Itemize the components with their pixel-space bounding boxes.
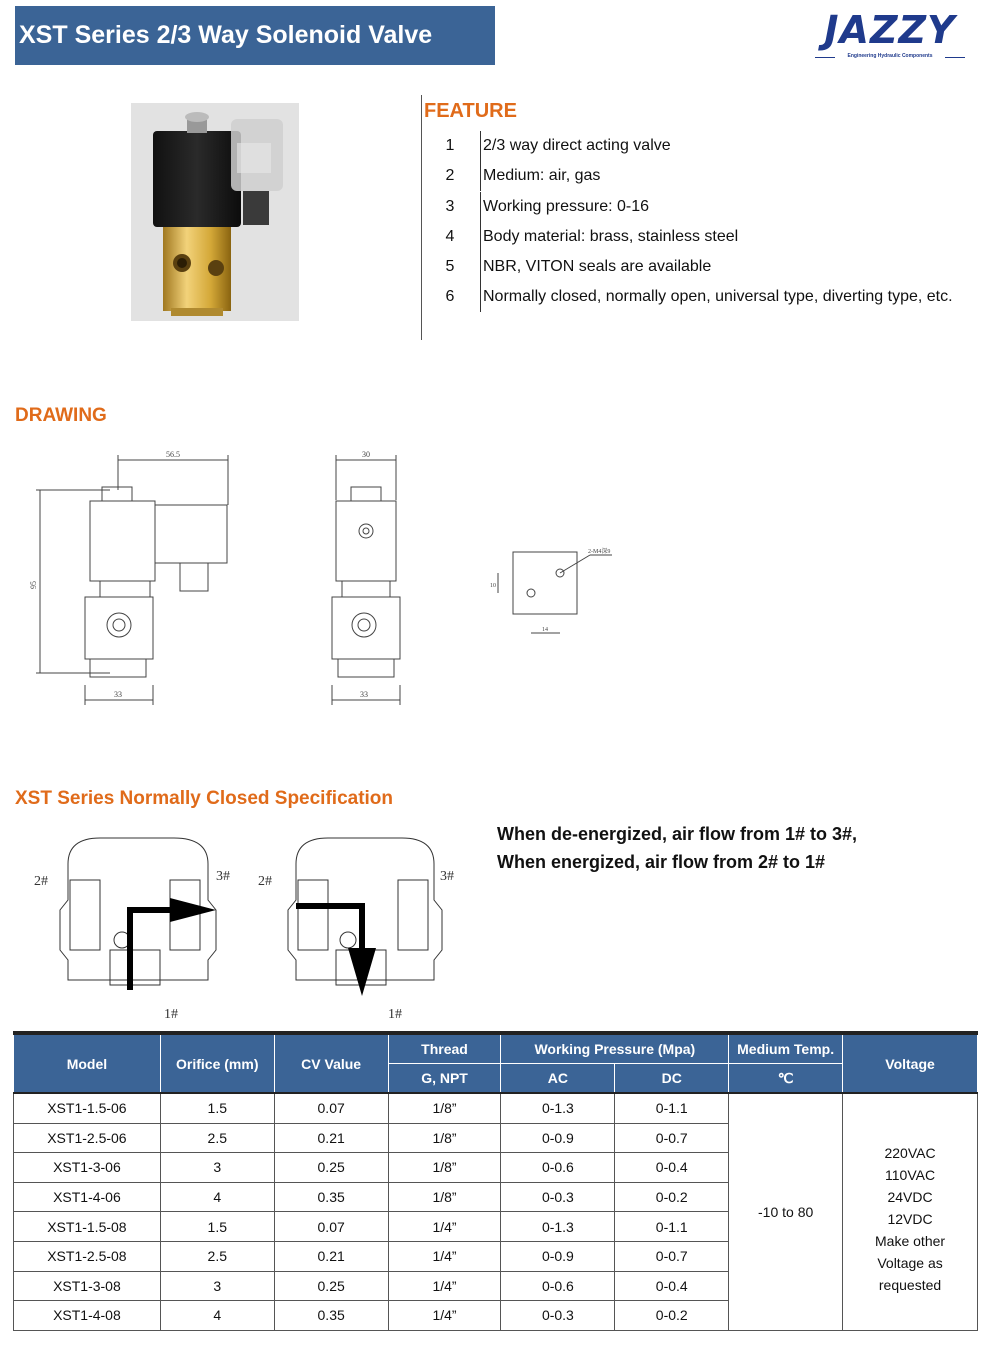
cell-dc: 0-0.4	[615, 1271, 729, 1301]
cell-thread: 1/8”	[388, 1093, 501, 1123]
cell-ac: 0-0.3	[501, 1182, 615, 1212]
product-photo	[131, 103, 299, 321]
voltage-line: Make other	[875, 1232, 946, 1249]
feature-number: 4	[445, 228, 455, 245]
dim-height: 95	[29, 581, 38, 589]
voltage-line: 12VDC	[887, 1210, 933, 1227]
col-thread-sub: G, NPT	[388, 1064, 501, 1094]
feature-number: 5	[445, 258, 455, 275]
cell-model: XST1-3-08	[14, 1271, 161, 1301]
cell-ac: 0-0.9	[501, 1241, 615, 1271]
voltage-line: 24VDC	[887, 1188, 933, 1205]
flow-line-de-energized: When de-energized, air flow from 1# to 3#,	[497, 824, 858, 844]
feature-number: 6	[445, 288, 455, 305]
dim-base-front: 33	[360, 690, 368, 699]
cell-dc: 0-0.2	[615, 1182, 729, 1212]
col-temp-unit: ℃	[729, 1064, 843, 1094]
cell-temp: -10 to 80	[729, 1093, 843, 1330]
port-label-2-b: 2#	[258, 874, 272, 889]
feature-text: 2/3 way direct acting valve	[480, 131, 671, 161]
dim-hole-label: 2-M4深9	[588, 549, 611, 555]
cell-dc: 0-0.7	[615, 1123, 729, 1153]
cell-ac: 0-0.9	[501, 1123, 615, 1153]
feature-text: Medium: air, gas	[480, 161, 600, 191]
cell-thread: 1/4”	[388, 1241, 501, 1271]
feature-text: NBR, VITON seals are available	[480, 252, 711, 282]
flow-description	[497, 820, 857, 876]
col-model: Model	[14, 1033, 161, 1093]
feature-text: Working pressure: 0-16	[480, 192, 649, 222]
spec-heading: XST Series Normally Closed Specification	[15, 788, 394, 809]
cell-thread: 1/4”	[388, 1271, 501, 1301]
voltage-line: 220VAC	[884, 1144, 936, 1161]
cell-orifice: 3	[160, 1153, 274, 1183]
cell-dc: 0-0.7	[615, 1241, 729, 1271]
col-orifice: Orifice (mm)	[160, 1033, 274, 1093]
col-thread: Thread	[388, 1033, 501, 1064]
dim-width-side: 56.5	[166, 450, 180, 459]
flow-line-energized: When energized, air flow from 2# to 1#	[497, 852, 826, 872]
cell-ac: 0-1.3	[501, 1212, 615, 1242]
cell-voltage	[843, 1093, 978, 1330]
cell-model: XST1-1.5-08	[14, 1212, 161, 1242]
dim-hole-vertical: 10	[490, 583, 496, 589]
technical-drawing	[30, 445, 630, 715]
brand-logo	[815, 8, 965, 63]
table-row	[14, 1093, 978, 1123]
cell-ac: 0-1.3	[501, 1093, 615, 1123]
cell-orifice: 4	[160, 1301, 274, 1331]
cell-cv: 0.21	[274, 1123, 388, 1153]
cell-cv: 0.25	[274, 1271, 388, 1301]
cell-orifice: 2.5	[160, 1123, 274, 1153]
cell-cv: 0.35	[274, 1182, 388, 1212]
cell-dc: 0-0.2	[615, 1301, 729, 1331]
port-label-2: 2#	[34, 874, 48, 889]
cell-orifice: 4	[160, 1182, 274, 1212]
cell-orifice: 3	[160, 1271, 274, 1301]
cell-model: XST1-4-08	[14, 1301, 161, 1331]
cell-thread: 1/8”	[388, 1182, 501, 1212]
dim-base-side: 33	[114, 690, 122, 699]
cell-thread: 1/8”	[388, 1123, 501, 1153]
port-label-1: 1#	[164, 1007, 178, 1022]
cell-thread: 1/4”	[388, 1212, 501, 1242]
feature-text: Body material: brass, stainless steel	[480, 222, 738, 252]
port-label-3-b: 3#	[440, 869, 454, 884]
cell-ac: 0-0.6	[501, 1271, 615, 1301]
col-temp: Medium Temp.	[729, 1033, 843, 1064]
cell-cv: 0.21	[274, 1241, 388, 1271]
cell-cv: 0.25	[274, 1153, 388, 1183]
spec-table	[13, 1031, 978, 1331]
cell-thread: 1/4”	[388, 1301, 501, 1331]
cell-cv: 0.07	[274, 1093, 388, 1123]
cell-ac: 0-0.3	[501, 1301, 615, 1331]
table-header-row	[14, 1033, 978, 1064]
col-dc: DC	[615, 1064, 729, 1094]
col-voltage: Voltage	[843, 1033, 978, 1093]
feature-number: 3	[445, 198, 455, 215]
cell-thread: 1/8”	[388, 1153, 501, 1183]
feature-number: 1	[445, 137, 455, 154]
cell-orifice: 1.5	[160, 1212, 274, 1242]
cell-dc: 0-1.1	[615, 1093, 729, 1123]
cell-model: XST1-1.5-06	[14, 1093, 161, 1123]
logo-tagline: Engineering Hydraulic Components	[847, 53, 933, 59]
page-title: XST Series 2/3 Way Solenoid Valve	[15, 6, 495, 65]
dim-hole-horizontal: 14	[542, 627, 548, 633]
cell-model: XST1-4-06	[14, 1182, 161, 1212]
cell-model: XST1-2.5-08	[14, 1241, 161, 1271]
port-label-1-b: 1#	[388, 1007, 402, 1022]
dim-width-front: 30	[362, 450, 370, 459]
cell-model: XST1-3-06	[14, 1153, 161, 1183]
cell-cv: 0.35	[274, 1301, 388, 1331]
voltage-line: 110VAC	[885, 1166, 936, 1183]
drawing-heading: DRAWING	[15, 405, 107, 426]
dimension-drawing	[30, 445, 630, 715]
cell-cv: 0.07	[274, 1212, 388, 1242]
flow-diagram	[30, 830, 480, 1030]
col-pressure: Working Pressure (Mpa)	[501, 1033, 729, 1064]
feature-divider	[421, 95, 422, 340]
cell-orifice: 1.5	[160, 1093, 274, 1123]
port-label-3: 3#	[216, 869, 230, 884]
cell-orifice: 2.5	[160, 1241, 274, 1271]
voltage-line: requested	[878, 1276, 942, 1293]
feature-heading: FEATURE	[424, 100, 517, 122]
solenoid-valve-image	[131, 103, 299, 321]
cell-model: XST1-2.5-06	[14, 1123, 161, 1153]
col-ac: AC	[501, 1064, 615, 1094]
feature-number: 2	[445, 167, 455, 184]
col-cv: CV Value	[274, 1033, 388, 1093]
logo-wordmark: JAZZY	[824, 8, 956, 52]
cell-ac: 0-0.6	[501, 1153, 615, 1183]
feature-text: Normally closed, normally open, universal type, diverting type, etc.	[480, 282, 953, 312]
voltage-line: Voltage as	[877, 1254, 943, 1271]
cell-dc: 0-1.1	[615, 1212, 729, 1242]
flow-schematic	[30, 830, 480, 1030]
cell-dc: 0-0.4	[615, 1153, 729, 1183]
